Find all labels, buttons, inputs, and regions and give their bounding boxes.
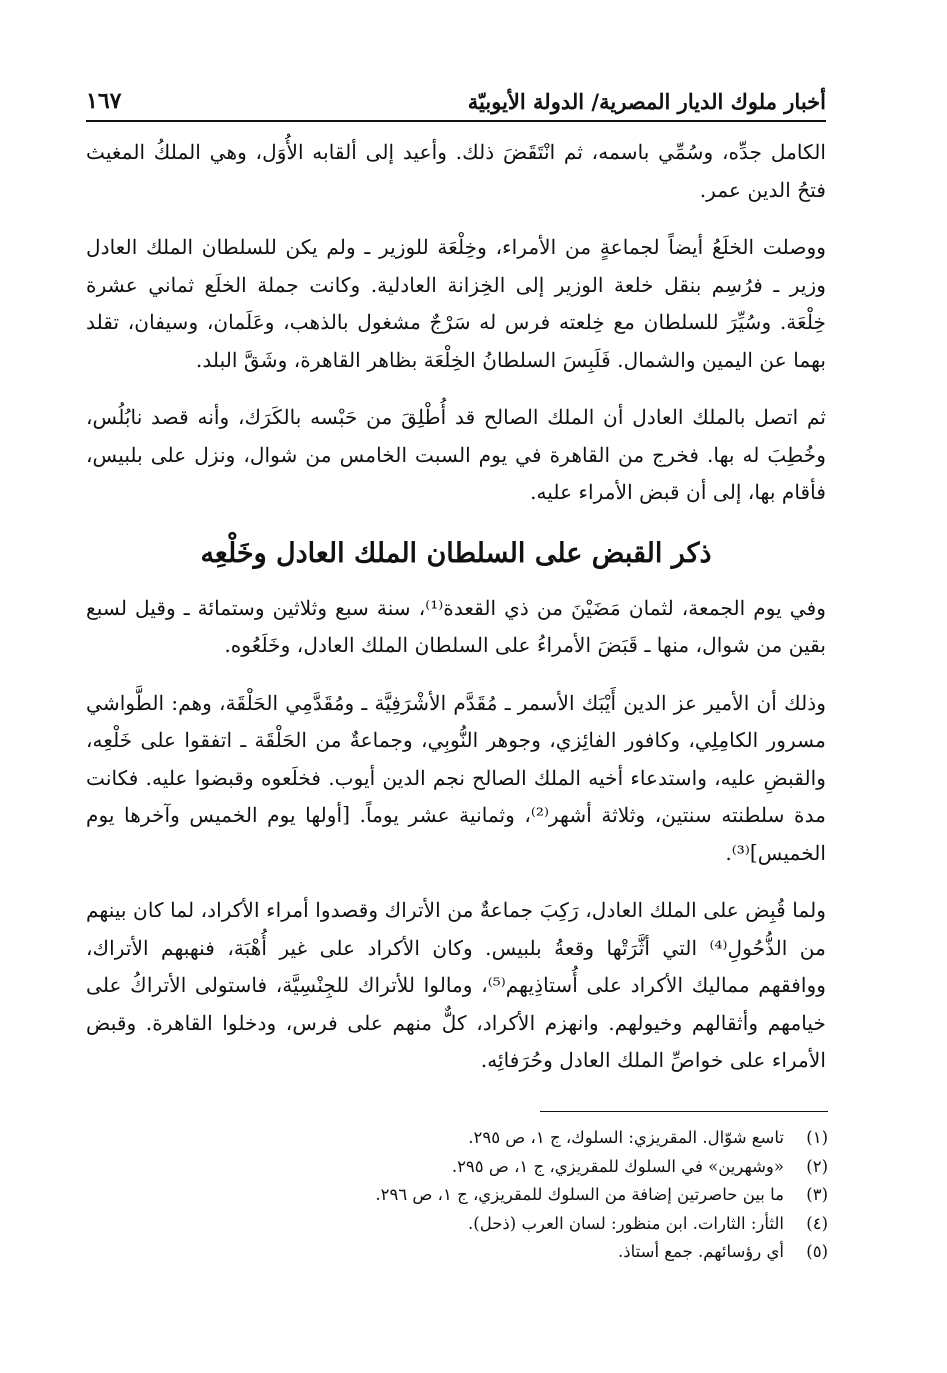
paragraph [86,685,826,873]
paragraph [86,590,826,665]
footnote [300,1124,828,1153]
page-header [86,78,826,122]
footnote-text: تاسع شوّال. المقريزي: السلوك، ج ١، ص ٢٩٥. [468,1128,784,1147]
paragraph-text: وفي يوم الجمعة، لثمان مَضَيْنَ من ذي القعدة⁽¹⁾، سنة سبع وثلاثين وستمائة ـ وقيل لسبع بقين من شوال، منها ـ قَبَضَ الأمراءُ على السلطان الملك العادل، وخَلَعُوه. [86,595,826,657]
page-number: ١٦٧ [86,88,122,114]
paragraph-text: ولما قُبِض على الملك العادل، رَكِبَ جماعةٌ من الأتراك وقصدوا أمراء الأكراد، لما كان بينهم من الذُّحُولِ⁽⁴⁾ التي أثَّرَتْها وقعةُ بلبيس. وكان الأكراد على غير أُهْبَة، فنهبهم الأتراك، ووافقهم مماليك الأكراد على أُستاذِيهم⁽⁵⁾، ومالوا للأتراك للجِنْسِيَّة، فاستولى الأتراكُ على خيامهم وأثقالهم وخيولهم. وانهزم الأكراد، كلٌّ منهم على فرس، ودخلوا القاهرة. وقبض الأمراء على خواصِّ الملك العادل وحُرَفائِه. [86,898,826,1072]
running-head: أخبار ملوك الديار المصرية/ الدولة الأيوبيّة [467,89,826,114]
footnote-number: (١) [806,1128,828,1147]
paragraph [86,399,826,512]
footnote [300,1210,828,1239]
paragraph-text: الكامل جدِّه، وسُمِّي باسمه، ثم انْتَقَضَ ذلك. وأعيد إلى ألقابه الأُوَل، وهي الملكُ المغيث فتحُ الدين عمر. [86,140,826,202]
footnote-number: (٣) [806,1185,828,1204]
paragraph-text: وذلك أن الأمير عز الدين أَيْبَك الأسمر ـ مُقَدَّم الأشْرَفِيَّة ـ ومُقَدَّمِي الحَلْقَة، وهم: الطَّواشي مسرور الكامِلِي، وكافور الفائِزي، وجوهر النُّوبِي، وجماعةٌ من الحَلْقَة ـ اتفقوا على خَلْعِه، والقبضِ عليه، واستدعاء أخيه الملك الصالح نجم الدين أيوب. فخلَعوه وقبضوا عليه. فكانت مدة سلطنته سنتين، وثلاثة أشهر⁽²⁾، وثمانية عشر يوماً. [أولها يوم الخميس وآخرها يوم الخميس]⁽³⁾. [86,690,826,865]
footnote-text: أي رؤسائهم. جمع أستاذ. [618,1242,784,1261]
footnote-number: (٤) [806,1213,828,1233]
paragraph [86,134,826,209]
paragraph [86,229,826,379]
footnote-divider [540,1111,828,1112]
paragraph [86,892,826,1080]
paragraph-text: ثم اتصل بالملك العادل أن الملك الصالح قد أُطْلِقَ من حَبْسه بالكَرَك، وأنه قصد نابُلُس، وخُطِبَ له بها. فخرج من القاهرة في يوم السبت الخامس من شوال، ونزل على بلبيس، فأقام بها، إلى أن قبض الأمراء عليه. [86,405,826,504]
footnotes [300,1124,828,1267]
footnote-number: (٥) [806,1242,828,1261]
footnote [300,1181,828,1210]
footnote-text: الثأر: الثارات. ابن منظور: لسان العرب (ذحل). [468,1213,784,1233]
footnote-text: ما بين حاصرتين إضافة من السلوك للمقريزي، ج ١، ص ٢٩٦. [375,1185,784,1204]
footnote-number: (٢) [806,1156,828,1176]
paragraph-text: ووصلت الخلَعُ أيضاً لجماعةٍ من الأمراء، وخِلْعَة للوزير ـ ولم يكن للسلطان الملك العادل وزير ـ فرُسِم بنقل خلعة الوزير إلى الخِزانة العادلية. وكانت جملة الخلَع ثماني عشرة خِلْعَة. وسُيِّرَ للسلطان مع خِلعته فرس له سَرْجٌ مشغول بالذهب، وعَلَمان، وسيفان، تقلد بهما عن اليمين والشمال. فَلَبِسَ السلطانُ الخِلْعَة بظاهر القاهرة، وشَقَّ البلد. [86,235,826,372]
footnote [300,1153,828,1182]
body-text [86,134,826,1100]
footnote [300,1238,828,1267]
section-heading: ذكر القبض على السلطان الملك العادل وخَلْعِه [200,537,712,569]
footnote-text: «وشهرين» في السلوك للمقريزي، ج ١، ص ٢٩٥. [451,1156,784,1176]
